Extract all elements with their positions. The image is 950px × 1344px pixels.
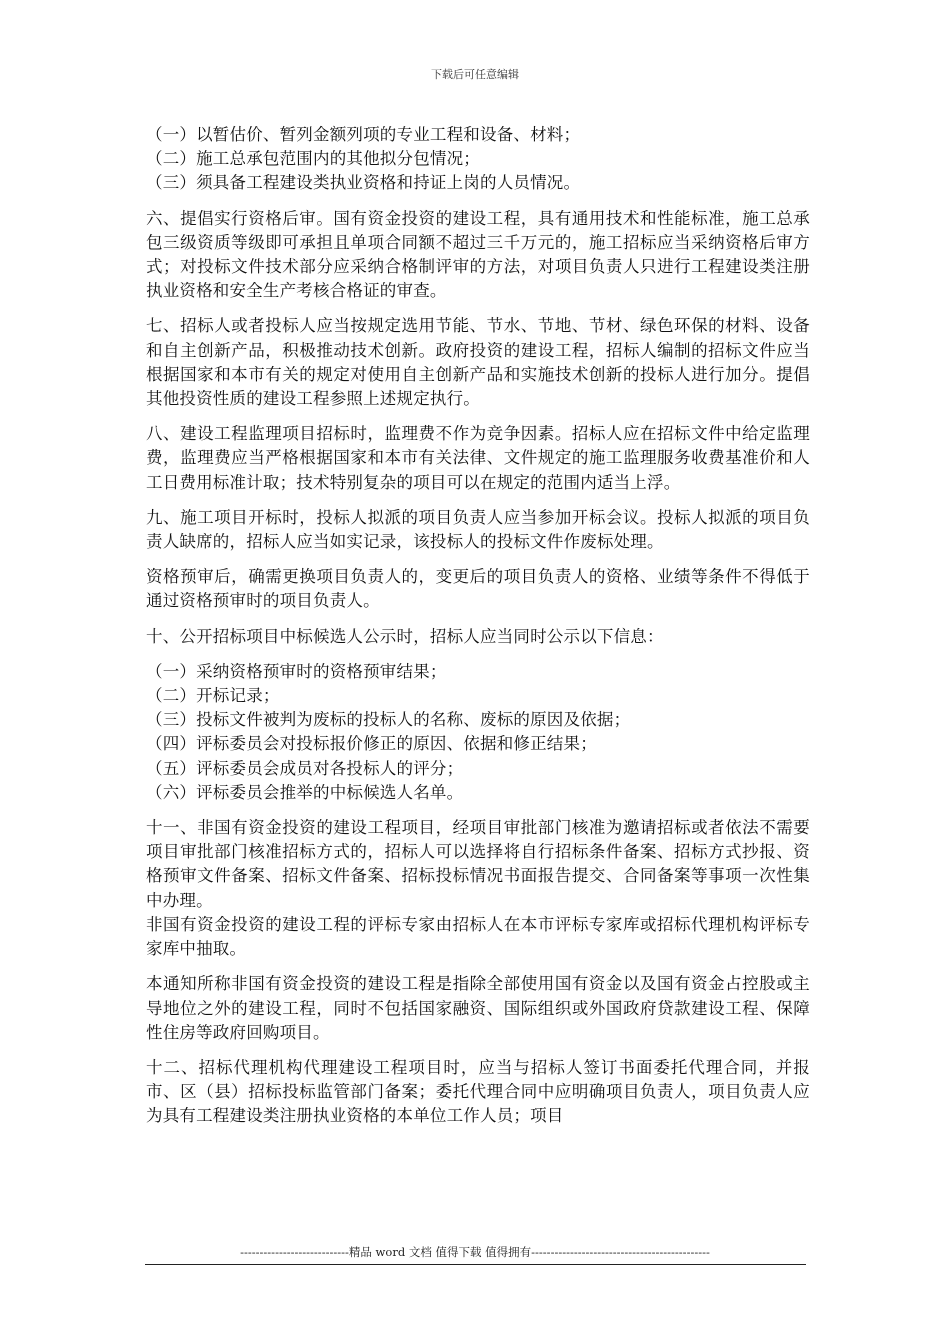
- list-item: （二）开标记录；: [146, 686, 280, 706]
- publicity-items-list: [146, 660, 810, 805]
- list-item: （五）评标委员会成员对各投标人的评分；: [146, 758, 464, 778]
- page-footer-text: ----------------------------精品 word 文档 值得下载 值得拥有----------------------------------------------: [240, 1245, 710, 1259]
- page-header-note: 下载后可任意编辑: [431, 68, 519, 81]
- list-item: （一）采纳资格预审时的资格预审结果；: [146, 661, 447, 681]
- list-item: （四）评标委员会对投标报价修正的原因、依据和修正结果；: [146, 734, 597, 754]
- paragraph-11-experts: 非国有资金投资的建设工程的评标专家由招标人在本市评标专家库或招标代理机构评标专家库中抽取。: [146, 914, 810, 959]
- list-item: （六）评标委员会推举的中标候选人名单。: [146, 782, 464, 802]
- list-item: （三）须具备工程建设类执业资格和持证上岗的人员情况。: [146, 173, 581, 193]
- paragraph-8: 八、建设工程监理项目招标时，监理费不作为竞争因素。招标人应在招标文件中给定监理费，监理费应当严格根据国家和本市有关法律、文件规定的施工监理服务收费基准价和人工日费用标准计取；技术特别复杂的项目可以在规定的范围内适当上浮。: [146, 424, 810, 492]
- footer-divider: [145, 1264, 806, 1265]
- subcontract-items-list: [146, 123, 810, 196]
- paragraph-6: 六、提倡实行资格后审。国有资金投资的建设工程，具有通用技术和性能标准，施工总承包三级资质等级即可承担且单项合同额不超过三千万元的，施工招标应当采纳资格后审方式；对投标文件技术部分应采纳合格制评审的方法，对项目负责人只进行工程建设类注册执业资格和安全生产考核合格证的审查。: [146, 208, 810, 301]
- paragraph-9: 九、施工项目开标时，投标人拟派的项目负责人应当参加开标会议。投标人拟派的项目负责人缺席的，招标人应当如实记录，该投标人的投标文件作废标处理。: [146, 507, 810, 552]
- paragraph-9-supplement: 资格预审后，确需更换项目负责人的，变更后的项目负责人的资格、业绩等条件不得低于通过资格预审时的项目负责人。: [146, 567, 810, 611]
- paragraph-11-definition: 本通知所称非国有资金投资的建设工程是指除全部使用国有资金以及国有资金占控股或主导地位之外的建设工程，同时不包括国家融资、国际组织或外国政府贷款建设工程、保障性住房等政府回购项目。: [146, 974, 810, 1042]
- document-body: [146, 123, 810, 1140]
- paragraph-11: 十一、非国有资金投资的建设工程项目，经项目审批部门核准为邀请招标或者依法不需要项目审批部门核准招标方式的，招标人可以选择将自行招标条件备案、招标方式抄报、资格预审文件备案、招标文件备案、招标投标情况书面报告提交、合同备案等事项一次性集中办理。: [146, 818, 810, 910]
- paragraph-12: 十二、招标代理机构代理建设工程项目时，应当与招标人签订书面委托代理合同，并报市、区（县）招标投标监管部门备案；委托代理合同中应明确项目负责人，项目负责人应为具有工程建设类注册执业资格的本单位工作人员；项目: [146, 1057, 810, 1126]
- list-item: （三）投标文件被判为废标的投标人的名称、废标的原因及依据；: [146, 710, 631, 730]
- paragraph-10: 十、公开招标项目中标候选人公示时，招标人应当同时公示以下信息：: [146, 626, 664, 646]
- paragraph-7: 七、招标人或者投标人应当按规定选用节能、节水、节地、节材、绿色环保的材料、设备和自主创新产品，积极推动技术创新。政府投资的建设工程，招标人编制的招标文件应当根据国家和本市有关的规定对使用自主创新产品和实施技术创新的投标人进行加分。提倡其他投资性质的建设工程参照上述规定执行。: [146, 316, 810, 409]
- list-item: （一）以暂估价、暂列金额列项的专业工程和设备、材料；: [146, 125, 581, 144]
- list-item: （二）施工总承包范围内的其他拟分包情况；: [146, 149, 480, 169]
